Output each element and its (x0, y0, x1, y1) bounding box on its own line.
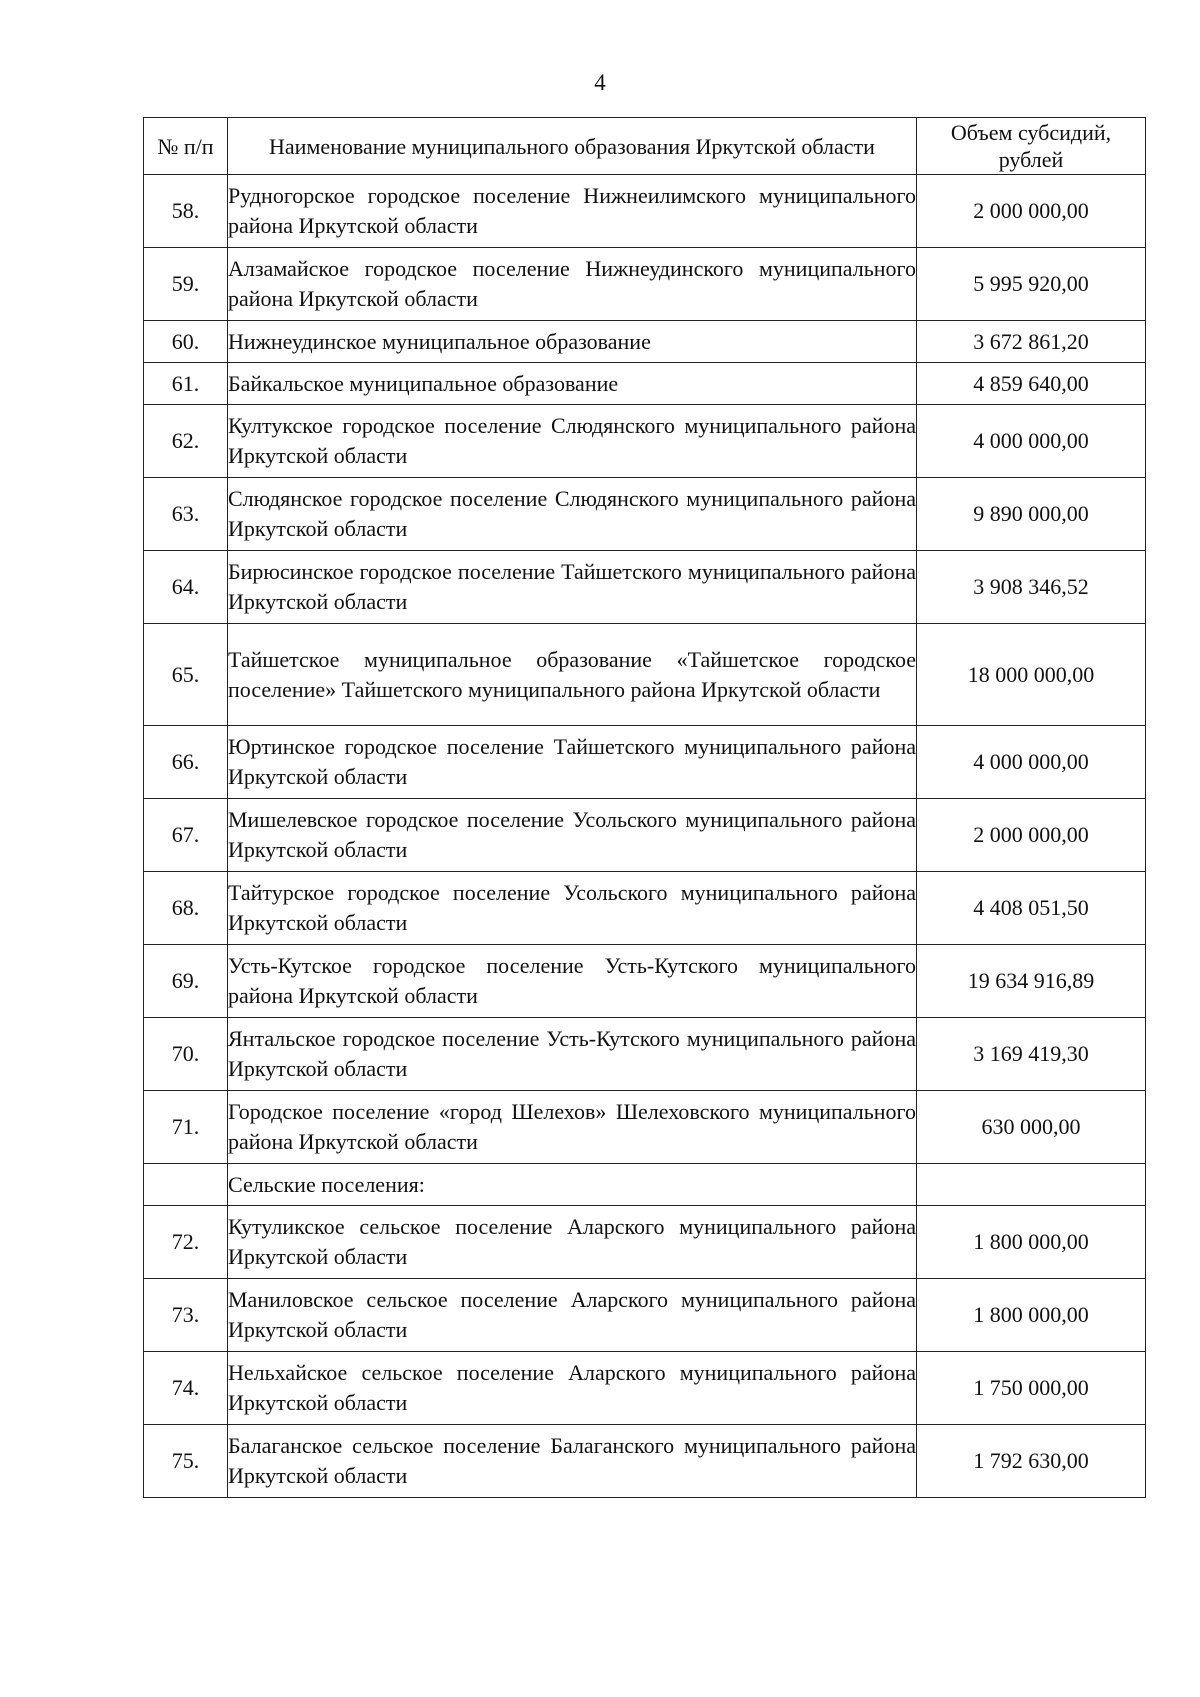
municipality-name: Балаганское сельское поселение Балаганского муниципального района Иркутской области (228, 1425, 917, 1498)
table-row (144, 1279, 1146, 1352)
municipality-name: Кутуликское сельское поселение Аларского муниципального района Иркутской области (228, 1206, 917, 1279)
row-number: 71. (144, 1091, 228, 1164)
subsidy-amount: 4 859 640,00 (917, 363, 1146, 405)
table-row (144, 945, 1146, 1018)
municipality-name: Нельхайское сельское поселение Аларского муниципального района Иркутской области (228, 1352, 917, 1425)
row-number: 64. (144, 551, 228, 624)
table-body (144, 175, 1146, 1498)
subsidy-amount: 1 800 000,00 (917, 1279, 1146, 1352)
table-row (144, 1352, 1146, 1425)
row-number: 65. (144, 624, 228, 726)
municipality-name: Янтальское городское поселение Усть-Кутского муниципального района Иркутской области (228, 1018, 917, 1091)
row-number: 61. (144, 363, 228, 405)
row-number: 66. (144, 726, 228, 799)
header-num: № п/п (144, 118, 228, 175)
table-row (144, 478, 1146, 551)
table-row (144, 1018, 1146, 1091)
table-row (144, 363, 1146, 405)
table-row (144, 1206, 1146, 1279)
subsidy-amount: 2 000 000,00 (917, 799, 1146, 872)
table-row (144, 175, 1146, 248)
subsidy-amount: 4 000 000,00 (917, 726, 1146, 799)
header-name: Наименование муниципального образования Иркутской области (228, 118, 917, 175)
table-row (144, 405, 1146, 478)
header-row (144, 118, 1146, 175)
row-number: 73. (144, 1279, 228, 1352)
subsidy-amount: 18 000 000,00 (917, 624, 1146, 726)
table-row (144, 1425, 1146, 1498)
row-number: 62. (144, 405, 228, 478)
subsidy-amount: 3 169 419,30 (917, 1018, 1146, 1091)
row-number: 72. (144, 1206, 228, 1279)
municipality-name: Бирюсинское городское поселение Тайшетского муниципального района Иркутской области (228, 551, 917, 624)
subsidy-amount: 1 800 000,00 (917, 1206, 1146, 1279)
row-number: 68. (144, 872, 228, 945)
row-number: 75. (144, 1425, 228, 1498)
municipality-name: Тайшетское муниципальное образование «Тайшетское городское поселение» Тайшетского муниципального района Иркутской области (228, 624, 917, 726)
subsidy-amount: 3 672 861,20 (917, 321, 1146, 363)
row-number: 60. (144, 321, 228, 363)
municipality-name: Усть-Кутское городское поселение Усть-Кутского муниципального района Иркутской области (228, 945, 917, 1018)
municipality-name: Нижнеудинское муниципальное образование (228, 321, 917, 363)
subsidy-amount: 19 634 916,89 (917, 945, 1146, 1018)
table-row (144, 1091, 1146, 1164)
header-amount: Объем субсидий, рублей (917, 118, 1146, 175)
municipality-name: Тайтурское городское поселение Усольского муниципального района Иркутской области (228, 872, 917, 945)
municipality-name: Алзамайское городское поселение Нижнеудинского муниципального района Иркутской области (228, 248, 917, 321)
municipality-name: Рудногорское городское поселение Нижнеилимского муниципального района Иркутской области (228, 175, 917, 248)
municipality-name: Городское поселение «город Шелехов» Шелеховского муниципального района Иркутской области (228, 1091, 917, 1164)
subsidy-amount: 1 792 630,00 (917, 1425, 1146, 1498)
page-number: 4 (594, 70, 606, 95)
row-number: 70. (144, 1018, 228, 1091)
subsidy-amount: 2 000 000,00 (917, 175, 1146, 248)
subsidy-amount: 4 408 051,50 (917, 872, 1146, 945)
table-row (144, 799, 1146, 872)
municipality-name: Юртинское городское поселение Тайшетского муниципального района Иркутской области (228, 726, 917, 799)
municipality-name: Слюдянское городское поселение Слюдянского муниципального района Иркутской области (228, 478, 917, 551)
subsidy-amount: 5 995 920,00 (917, 248, 1146, 321)
table-row (144, 872, 1146, 945)
municipality-name: Маниловское сельское поселение Аларского муниципального района Иркутской области (228, 1279, 917, 1352)
subsidy-amount: 4 000 000,00 (917, 405, 1146, 478)
row-number: 69. (144, 945, 228, 1018)
table-row (144, 624, 1146, 726)
subsidy-amount: 3 908 346,52 (917, 551, 1146, 624)
table-row (144, 321, 1146, 363)
row-number: 59. (144, 248, 228, 321)
row-number (144, 1164, 228, 1206)
subsidy-amount: 630 000,00 (917, 1091, 1146, 1164)
subsidy-amount (917, 1164, 1146, 1206)
municipality-name: Байкальское муниципальное образование (228, 363, 917, 405)
table-row (144, 248, 1146, 321)
table-row (144, 551, 1146, 624)
subsidy-amount: 1 750 000,00 (917, 1352, 1146, 1425)
municipality-name: Култукское городское поселение Слюдянского муниципального района Иркутской области (228, 405, 917, 478)
subsidy-table (143, 117, 1146, 1498)
section-row (144, 1164, 1146, 1206)
row-number: 74. (144, 1352, 228, 1425)
subsidy-amount: 9 890 000,00 (917, 478, 1146, 551)
row-number: 58. (144, 175, 228, 248)
table-row (144, 726, 1146, 799)
row-number: 63. (144, 478, 228, 551)
row-number: 67. (144, 799, 228, 872)
municipality-name: Мишелевское городское поселение Усольского муниципального района Иркутской области (228, 799, 917, 872)
section-title: Сельские поселения: (228, 1164, 917, 1206)
table-header (144, 118, 1146, 175)
